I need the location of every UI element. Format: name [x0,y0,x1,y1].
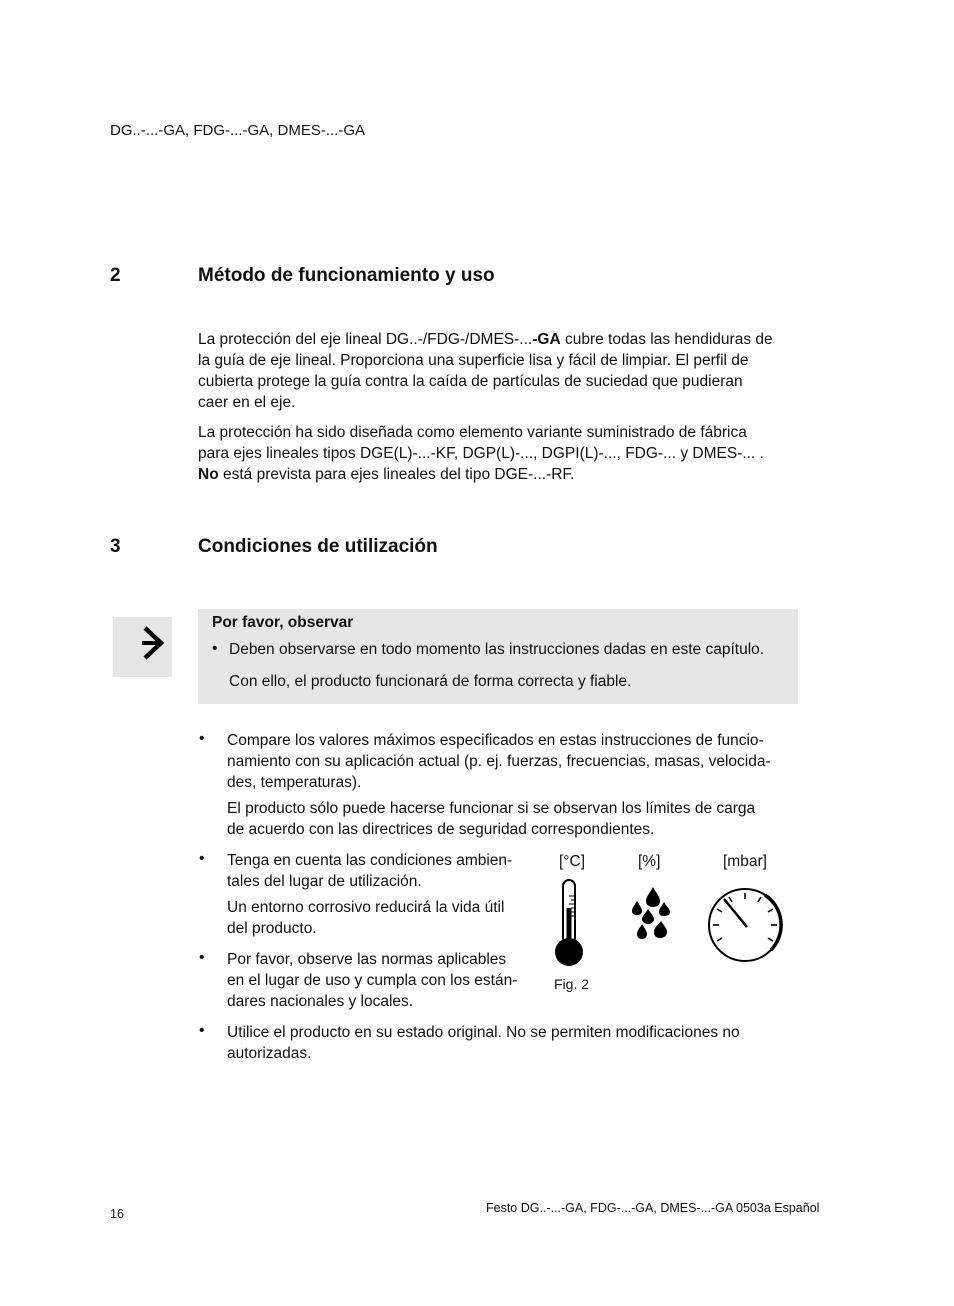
note-text: Con ello, el producto funcionará de forma correcta y fiable. [229,673,632,690]
text-line: la guía de eje lineal. Proporciona una superficie lisa y fácil de limpiar. El perfil de [198,352,749,369]
text-line: Utilice el producto en su estado original. No se permiten modificaciones no [227,1024,740,1041]
text-line: namiento con su aplicación actual (p. ej. fuerzas, frecuencias, masas, velocida- [227,753,771,770]
humidity-unit-label: [%] [638,853,661,870]
text-line: Tenga en cuenta las condiciones ambien- [227,852,513,869]
text-line: El producto sólo puede hacerse funcionar si se observan los límites de carga [227,800,756,817]
text-line: caer en el eje. [198,394,296,411]
bullet-item [227,730,807,840]
text: está prevista para ejes lineales del tipo DGE-...-RF. [218,466,575,483]
pressure-gauge-icon [705,886,787,966]
text-line: del producto. [227,920,317,937]
section2-paragraph-1 [198,329,808,413]
text-line: Por favor, observe las normas aplicables [227,951,507,968]
text-bold: -GA [532,331,561,348]
bullet-marker: • [199,850,205,867]
note-text: Deben observarse en todo momento las instrucciones dadas en este capítulo. [229,641,765,658]
text: cubre todas las hendiduras de [560,331,773,348]
bullet-marker: • [212,640,218,657]
text-line: des, temperaturas). [227,774,362,791]
page-number: 16 [110,1207,124,1221]
thermometer-icon [551,878,591,970]
note-title: Por favor, observar [212,614,354,631]
section-number: 3 [110,536,121,557]
note-icon-box [113,617,172,677]
text-line: dares nacionales y locales. [227,993,414,1010]
section-number: 2 [110,265,121,286]
pressure-unit-label: [mbar] [723,853,767,870]
running-header: DG..-...-GA, FDG-...-GA, DMES-...-GA [110,122,365,139]
bullet-marker: • [199,949,205,966]
text-line: La protección ha sido diseñada como elemento variante suministrado de fábrica [198,424,747,441]
bullet-item [227,949,537,1012]
text-line: Compare los valores máximos especificados en estas instrucciones de funcio- [227,732,764,749]
text-line: cubierta protege la guía contra la caída de partículas de suciedad que pudieran [198,373,743,390]
bullet-item [227,850,537,939]
text-line: autorizadas. [227,1045,312,1062]
text-line: para ejes lineales tipos DGE(L)-...-KF, DGP(L)-..., DGPI(L)-..., FDG-... y DMES-... . [198,445,764,462]
bullet-marker: • [199,1022,205,1039]
text-line: tales del lugar de utilización. [227,873,422,890]
section-title: Condiciones de utilización [198,536,438,557]
text: La protección del eje lineal DG..-/FDG-/DMES-... [198,331,533,348]
text-bold: No [198,466,219,483]
footer-document-reference: Festo DG..-...-GA, FDG-...-GA, DMES-...-GA 0503a Español [486,1201,820,1215]
section2-paragraph-2 [198,422,808,485]
text-line: Un entorno corrosivo reducirá la vida útil [227,899,505,916]
text-line: en el lugar de uso y cumpla con los están- [227,972,518,989]
text-line: de acuerdo con las directrices de seguridad correspondientes. [227,821,655,838]
bullet-marker: • [199,730,205,747]
arrow-right-icon [113,617,172,677]
section-title: Método de funcionamiento y uso [198,265,495,286]
bullet-item [227,1022,807,1064]
temperature-unit-label: [°C] [559,853,586,870]
figure-caption: Fig. 2 [554,976,590,992]
water-drops-icon [628,884,678,944]
